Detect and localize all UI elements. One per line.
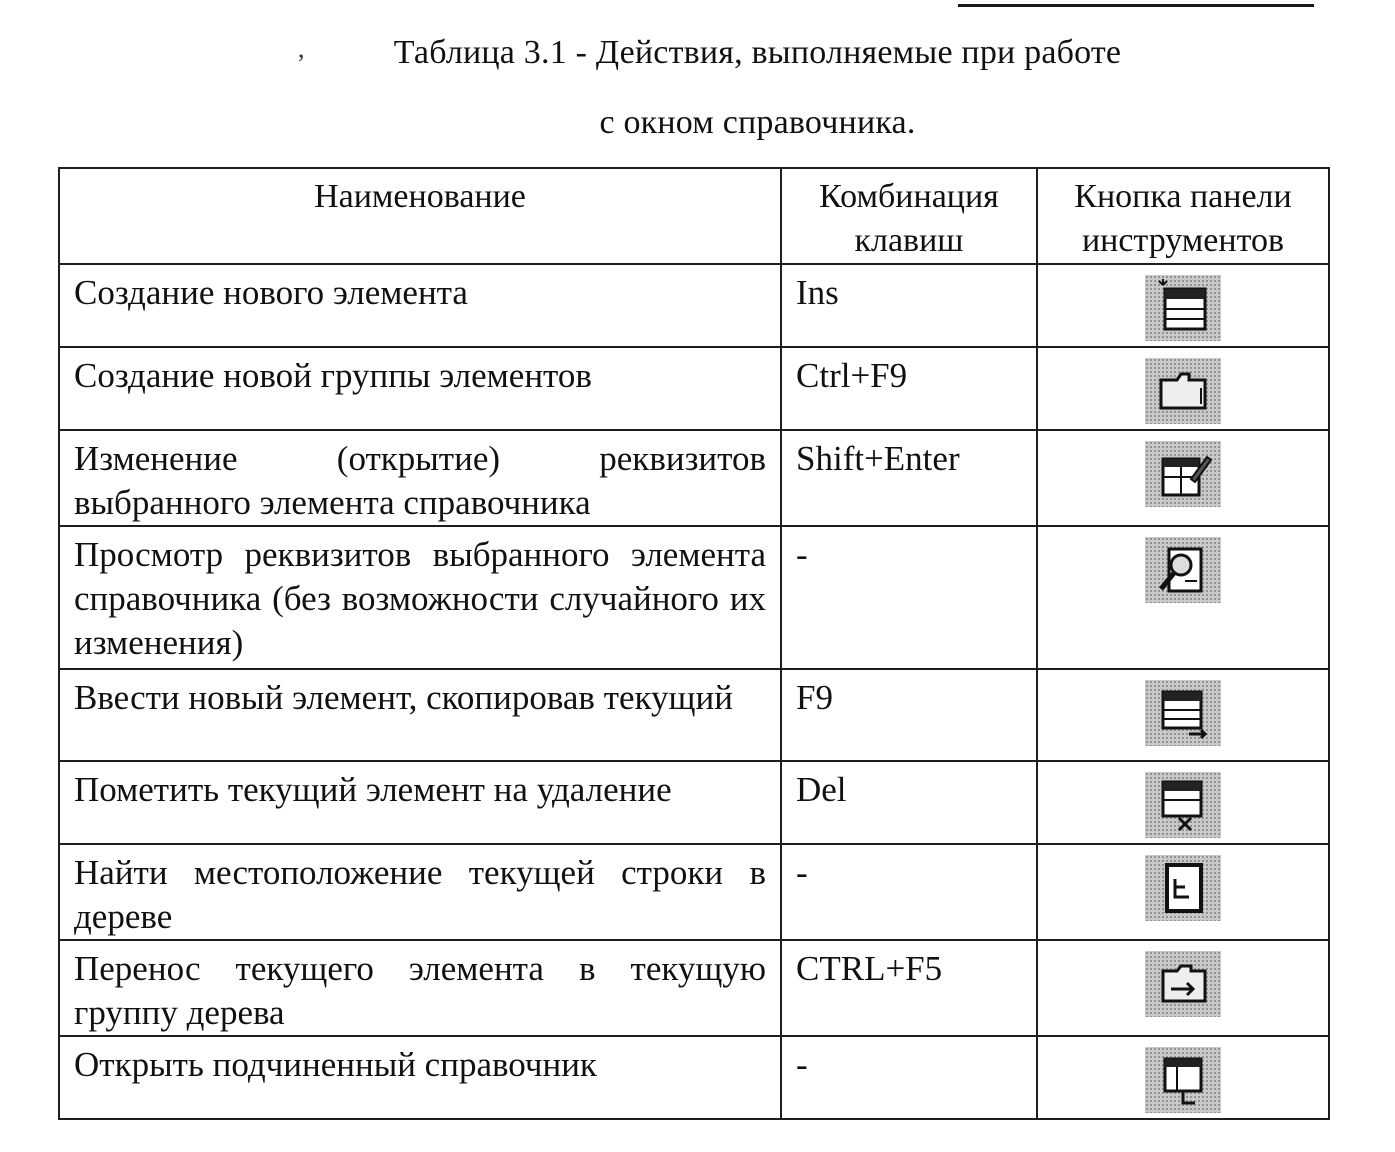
row-keys: Ins	[781, 264, 1037, 347]
mark-delete-icon	[1145, 772, 1221, 838]
margin-mark: ,	[298, 34, 305, 63]
row-keys: Ctrl+F9	[781, 347, 1037, 430]
new-element-icon	[1145, 275, 1221, 341]
table-row	[59, 430, 1329, 526]
row-keys: -	[781, 1036, 1037, 1119]
top-rule	[958, 4, 1314, 7]
header-button: Кнопка панели инструментов	[1037, 168, 1329, 264]
header-name: Наименование	[59, 168, 781, 264]
find-in-tree-icon	[1145, 855, 1221, 921]
row-name: Просмотр реквизитов выбранного элемента справочника (без возможности случайного их изменения)	[59, 526, 781, 669]
row-keys: Shift+Enter	[781, 430, 1037, 526]
table-row	[59, 526, 1329, 669]
row-name: Перенос текущего элемента в текущую группу дерева	[59, 940, 781, 1036]
table-caption-line-1: Таблица 3.1 - Действия, выполняемые при работе	[393, 34, 1122, 71]
table-row	[59, 940, 1329, 1036]
row-keys: -	[781, 526, 1037, 669]
move-to-group-icon	[1145, 951, 1221, 1017]
row-keys: -	[781, 844, 1037, 940]
row-keys: CTRL+F5	[781, 940, 1037, 1036]
row-name: Изменение (открытие) реквизитов выбранного элемента справочника	[59, 430, 781, 526]
copy-element-icon	[1145, 680, 1221, 746]
row-name: Пометить текущий элемент на удаление	[59, 761, 781, 844]
row-keys: Del	[781, 761, 1037, 844]
table-row	[59, 844, 1329, 940]
table-row	[59, 1036, 1329, 1119]
edit-element-icon	[1145, 441, 1221, 507]
actions-table	[58, 167, 1330, 1120]
row-keys: F9	[781, 669, 1037, 761]
view-element-icon	[1145, 537, 1221, 603]
row-name: Создание новой группы элементов	[59, 347, 781, 430]
header-keys: Комбинация клавиш	[781, 168, 1037, 264]
new-group-folder-icon	[1145, 358, 1221, 424]
table-row	[59, 347, 1329, 430]
row-name: Найти местоположение текущей строки в дереве	[59, 844, 781, 940]
row-name: Открыть подчиненный справочник	[59, 1036, 781, 1119]
row-name: Ввести новый элемент, скопировав текущий	[59, 669, 781, 761]
table-caption-line-2: с окном справочника.	[599, 104, 916, 141]
table-row	[59, 264, 1329, 347]
table-row	[59, 761, 1329, 844]
table-row	[59, 669, 1329, 761]
row-name: Создание нового элемента	[59, 264, 781, 347]
table-header-row	[59, 168, 1329, 264]
open-subordinate-icon	[1145, 1047, 1221, 1113]
